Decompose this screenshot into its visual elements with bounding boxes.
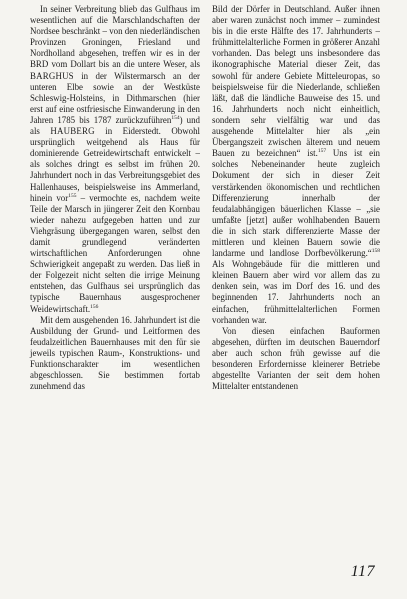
text-run: Uns ist ein solches Nebeneinander heute zugleich Dokument der sich in dieser Zeit verstärkenden ökonomischen und rechtlichen Differenzierung innerhalb der feudalabhängigen bäuerlichen Klasse – „sie umfaßte [jetzt] außer wohlhabenden Bauern die in sich stark differenzierte Masse der mittleren und kleinen Bauern sowie die landarme und landlose Dorfbevölkerung.“ <box>212 148 380 259</box>
footnote-ref: 155 <box>68 192 77 199</box>
text-run: Als Wohngebäude für die mittleren und kleinen Bauern aber wird vor allem das zu denken sein, was im Dorf des 16. und des beginnenden 17. Jahrhunderts noch an einfachen, frühmittelalterlichen Formen vorhanden war. <box>212 259 380 325</box>
text-run: in Eiderstedt. Obwohl ursprünglich weitgehend als Haus für dominierende Getreidewirtschaft entwickelt – als solches dringt es selbst im frühen 20. Jahrhundert noch in das Verbreitungsgebiet des Hallenhauses, beispielsweise ins Ammerland, hinein vor <box>30 126 200 203</box>
text-run: ) und als <box>30 114 200 137</box>
left-column <box>30 4 200 392</box>
text-run: Von diesen einfachen Bauformen abgesehen, dürften im deutschen Bauerndorf aber auch schon früh gewisse auf die besonderen Erfordernisse kleinerer Betriebe abgestellte Varianten der seit dem hohen Mittelalter entstandenen <box>212 325 380 392</box>
page-number: 117 <box>350 563 375 580</box>
paragraph <box>30 4 200 315</box>
paragraph-continued <box>212 4 380 326</box>
right-column <box>212 4 380 392</box>
footnote-ref: 157 <box>317 148 327 155</box>
text-run: Mit dem ausgehenden 16. Jahrhundert ist die Ausbildung der Grund- und Leitformen des feudalzeitlichen Bauernhauses mit den für sie jeweils typischen Raum-, Konstruktions- und Funktionscharakter im wesentlichen abgeschlossen. Sie bestimmen fortab zunehmend das <box>30 314 200 392</box>
paragraph <box>212 326 380 393</box>
footnote-ref: 154 <box>171 114 180 121</box>
footnote-ref: 158 <box>371 248 380 255</box>
text-run: – vermochte es, nachdem weite Teile der Marsch in jüngerer Zeit den Kornbau wieder nahezu aufgegeben hatten und zur Viehgräsung übergegangen waren, selbst den damit grundlegend veränderten wirtschaftlichen Anforderungen ohne Schwierigkeit angepaßt zu werden. Das ließ in der Folgezeit nicht selten die irrige Meinung entstehen, das Gulfhaus sei ursprünglich das typische Bauernhaus ausgesprochener Weidewirtschaft. <box>30 192 201 314</box>
paragraph <box>30 315 200 393</box>
text-run: Bild der Dörfer in Deutschland. Außer ihnen aber waren zunächst noch immer – zumindest bis in die erste Hälfte des 17. Jahrhunderts – frühmittelalterliche Formen in größerer Anzahl vorhanden. Das belegt uns insbesondere das ikonographische Material dieser Zeit, das sowohl für andere Gebiete Mitteleuropas, so beispielsweise für die Niederlande, schließen läßt, daß die ländliche Bauweise des 15. und 16. Jahrhunderts noch nicht einheitlich, sondern sehr vielfältig war und das ausgehende Mittelalter hier als „ein Übergangszeit zwischen älterem und neuem Bauen zu bezeichnen“ ist. <box>212 4 380 159</box>
place-term: BARGHUS <box>30 70 74 81</box>
text-run: In seiner Verbreitung blieb das Gulfhaus im wesentlichen auf die Marschlandschaften der Nordsee beschränkt – von den niederländischen Provinzen Groningen, Friesland und Nordholland abgesehen, treffen wir es in der BRD vom Dollart bis an die untere Weser, als <box>30 4 200 70</box>
place-term: HAUBERG <box>50 126 95 137</box>
footnote-ref: 156 <box>90 303 99 310</box>
text-run: in der Wilstermarsch an der unteren Elbe sowie an der Westküste Schleswig-Holsteins, in Dithmarschen (hier erst auf eine ostfriesische Einwanderung in den Jahren 1785 bis 1787 zurückzuführen <box>30 70 200 125</box>
